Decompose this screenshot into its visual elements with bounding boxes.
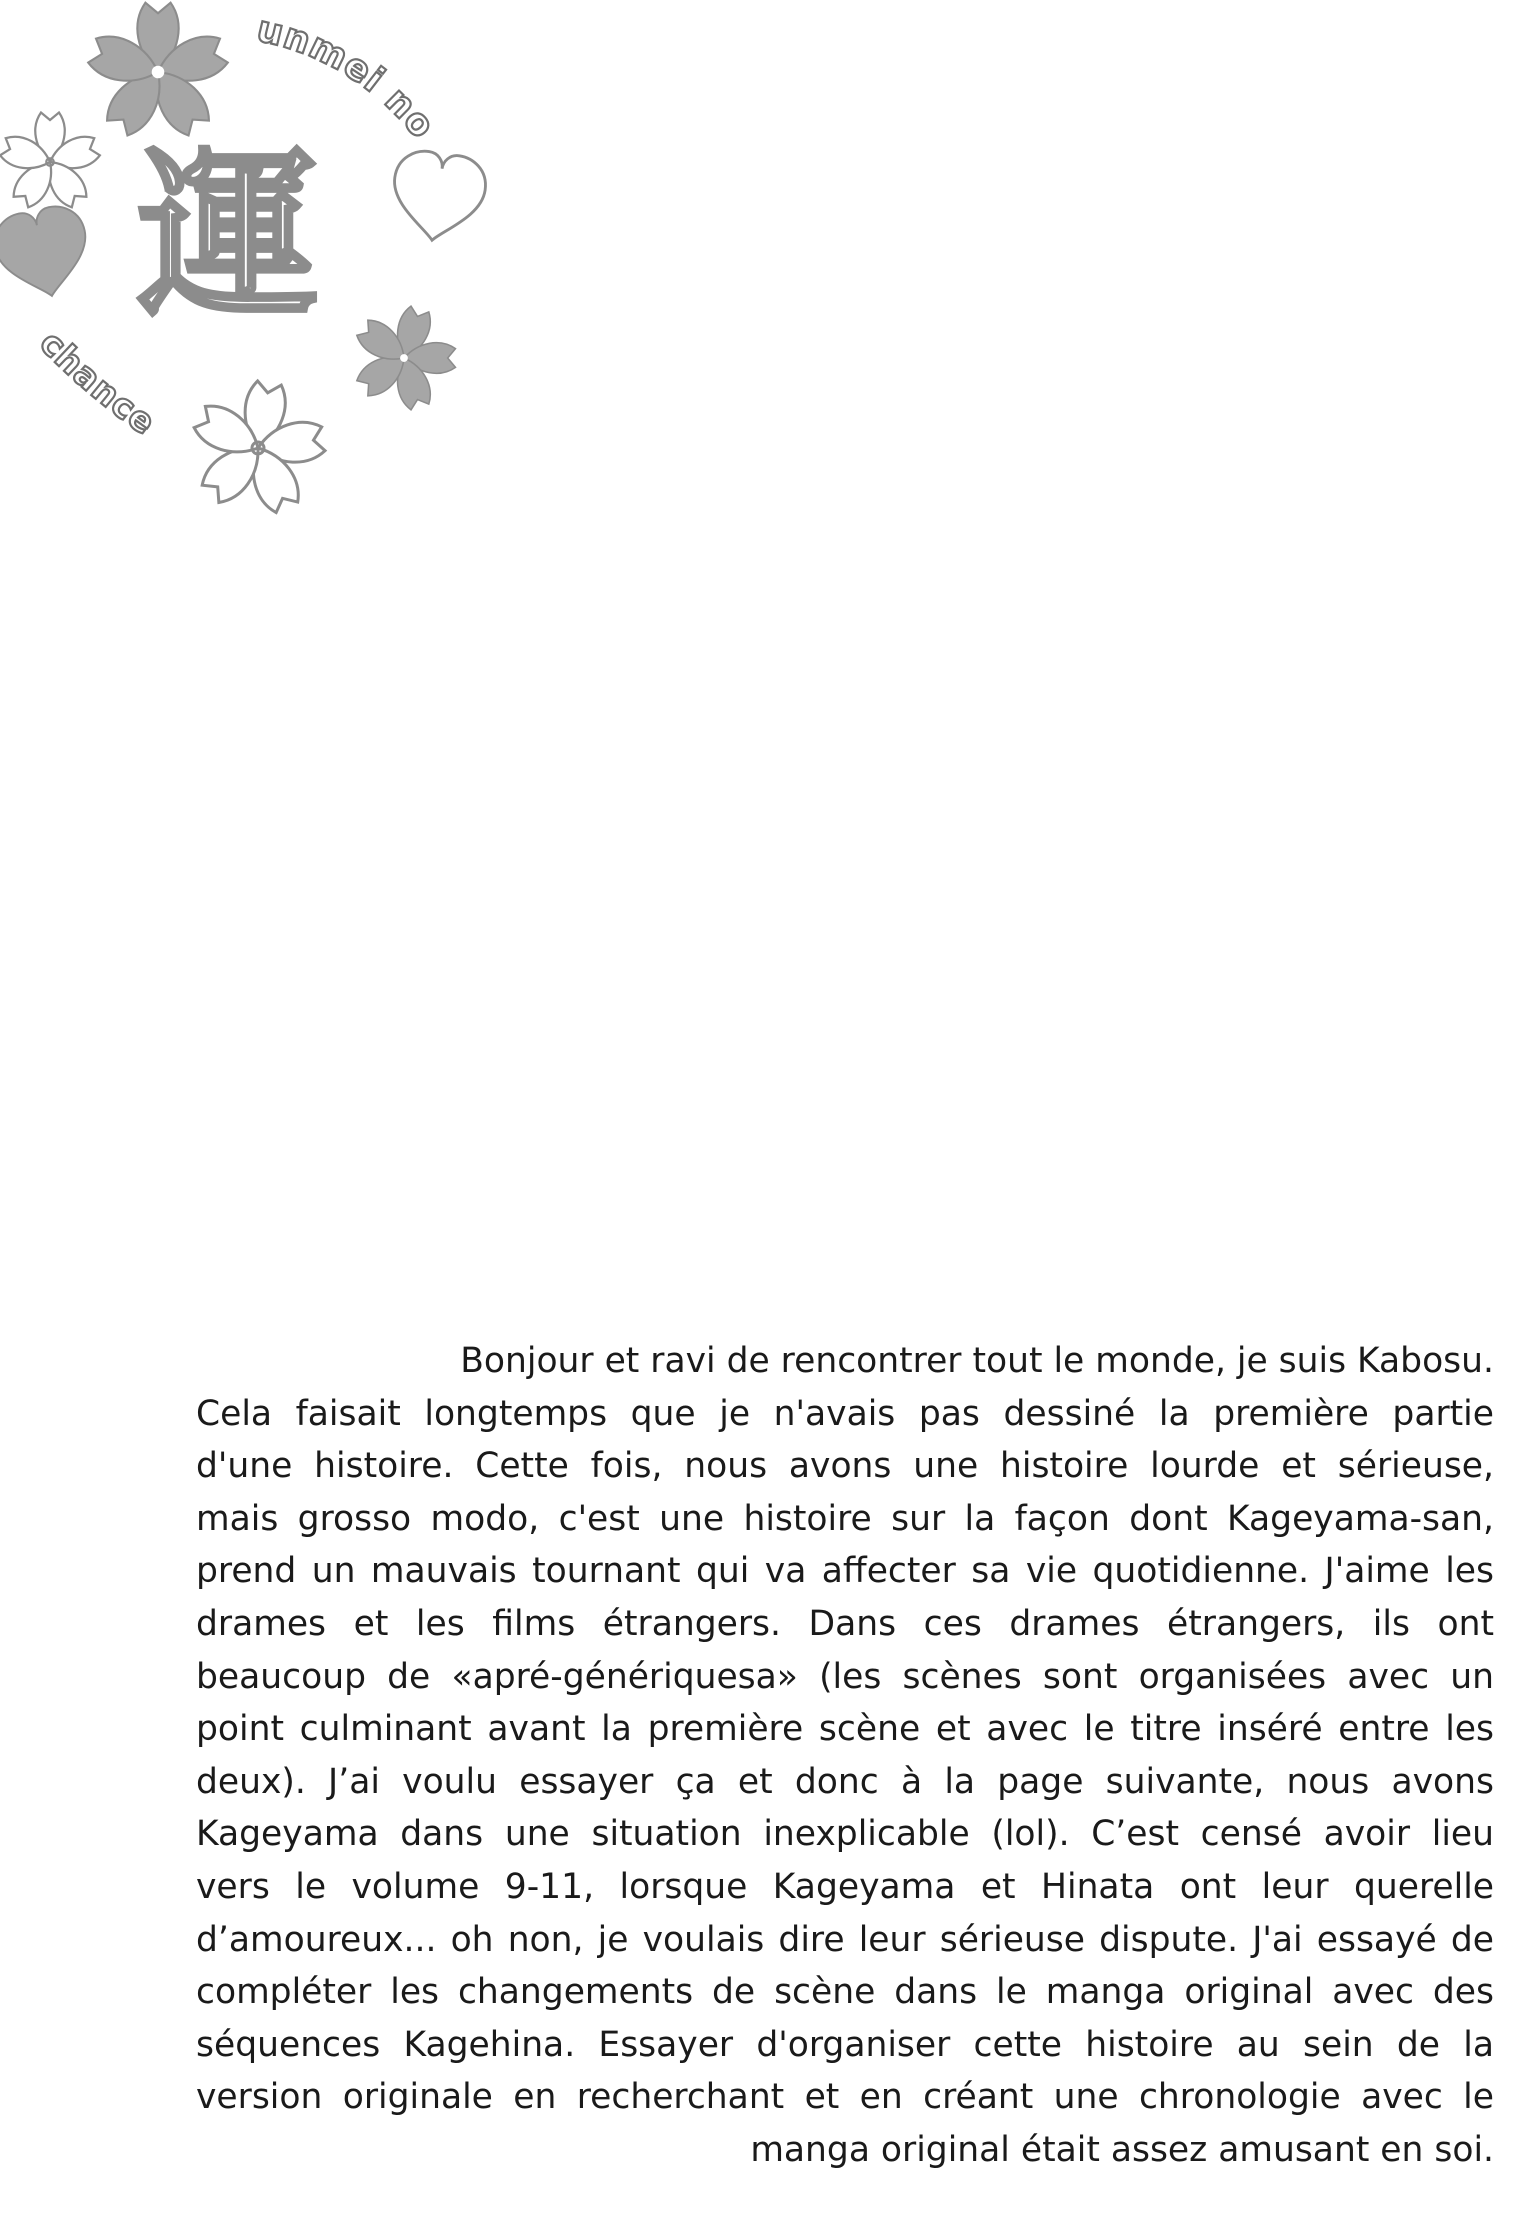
sakura-flower-icon: [86, 3, 231, 140]
text-line: Bonjour et ravi de rencontrer tout le monde, je suis Kabosu.: [460, 1341, 1494, 1381]
text-line: vers le volume 9-11, lorsque Kageyama et Hinata ont leur querelle: [196, 1866, 1494, 1907]
text-line: séquences Kagehina. Essayer d'organiser cette histoire au sein de la: [196, 2024, 1494, 2065]
text-line: deux). J’ai voulu essayer ça et donc à la page suivante, nous avons: [196, 1761, 1494, 1802]
sakura-flower-icon: [0, 113, 102, 211]
emblem-kanji: 運: [137, 132, 319, 341]
emblem-romaji-bottom: chance: [31, 323, 163, 444]
sakura-flower-icon: [179, 371, 337, 524]
text-line: d'une histoire. Cette fois, nous avons une histoire lourde et sérieuse,: [196, 1446, 1494, 1487]
text-line: version originale en recherchant et en créant une chronologie avec le: [196, 2077, 1494, 2118]
text-line: Kageyama dans une situation inexplicable (lol). C’est censé avoir lieu: [196, 1814, 1494, 1855]
afterword-paragraph: [196, 1335, 1494, 2177]
sakura-flower-icon: [337, 292, 471, 422]
heart-icon: [0, 201, 97, 305]
title-emblem: [0, 0, 520, 540]
heart-icon: [387, 147, 489, 246]
emblem-art: [0, 0, 520, 540]
text-line: Cela faisait longtemps que je n'avais pas dessiné la première partie: [196, 1393, 1494, 1434]
text-line: drames et les films étrangers. Dans ces drames étrangers, ils ont: [196, 1603, 1494, 1644]
text-line: beaucoup de «apré-génériquesa» (les scènes sont organisées avec un: [196, 1656, 1494, 1697]
text-line: mais grosso modo, c'est une histoire sur la façon dont Kageyama-san,: [196, 1498, 1494, 1539]
text-line: manga original était assez amusant en soi.: [750, 2129, 1494, 2170]
afterword-text: [196, 1335, 1494, 2177]
text-line: d’amoureux... oh non, je voulais dire leur sérieuse dispute. J'ai essayé de: [196, 1919, 1494, 1960]
text-line: prend un mauvais tournant qui va affecter sa vie quotidienne. J'aime les: [196, 1551, 1494, 1592]
text-line: point culminant avant la première scène et avec le titre inséré entre les: [196, 1709, 1494, 1750]
emblem-romaji-top: unmei no: [253, 8, 443, 147]
text-line: compléter les changements de scène dans le manga original avec des: [196, 1972, 1494, 2013]
